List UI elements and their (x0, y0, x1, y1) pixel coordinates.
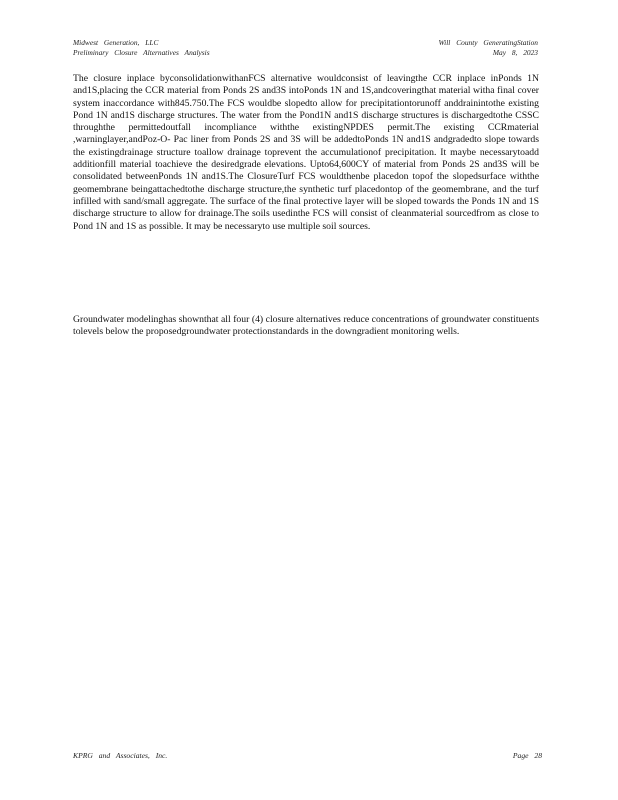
page-number: Page 28 (512, 751, 542, 760)
company-name: Midwest Generation, LLC (73, 38, 159, 47)
body-paragraph-groundwater-modeling: Groundwater modelinghas shownthat all four (4) closure alternatives reduce concentrations of groundwater constituents tolevels below the proposedgroundwater protectionstandards in the downgradient monitoring wells. (73, 314, 539, 338)
page-header-left (73, 38, 210, 58)
document-title: Preliminary Closure Alternatives Analysis (73, 48, 210, 57)
body-paragraph-closure-description: The closure inplace byconsolidationwithanFCS alternative wouldconsist of leavingthe CCR inplace inPonds 1N and1S,placing the CCR material from Ponds 2S and3S intoPonds 1N and 1S,andcoveringthat material witha final cover system inaccordance with845.750.The FCS wouldbe slopedto allow for precipitationtorunoff anddrainintothe existing Pond 1N and1S discharge structures. The water from the Pond1N and1S discharge structures is dischargedtothe CSSC throughthe permittedoutfall incompliance withthe existingNPDES permit.The existing CCRmaterial ,warninglayer,andPoz-O- Pac liner from Ponds 2S and 3S will be addedtoPonds 1N and1S andgradedto slope towards the existingdrainage structure toallow drainage toprevent the accumulationof precipitation. It maybe necessarytoadd additionfill material toachieve the desiredgrade elevations. Upto64,600CY of material from Ponds 2S and3S will be consolidated betweenPonds 1N and1S.The ClosureTurf FCS wouldthenbe placedon topof the slopedsurface withthe geomembrane beingattachedtothe discharge structure,the synthetic turf placedontop of the geomembrane, and the turf infilled with sand/small aggregate. The surface of the final protective layer will be sloped towards the Ponds 1N and 1S discharge structure to allow for drainage.The soils usedinthe FCS will consist of cleanmaterial sourcedfrom as close to Pond 1N and 1S as possible. It may be necessaryto use multiple soil sources. (73, 73, 539, 232)
page-header-right (438, 38, 538, 58)
footer-company: KPRG and Associates, Inc. (73, 751, 168, 760)
station-name: Will County GeneratingStation (438, 38, 538, 47)
document-date: May 8, 2023 (492, 48, 538, 57)
